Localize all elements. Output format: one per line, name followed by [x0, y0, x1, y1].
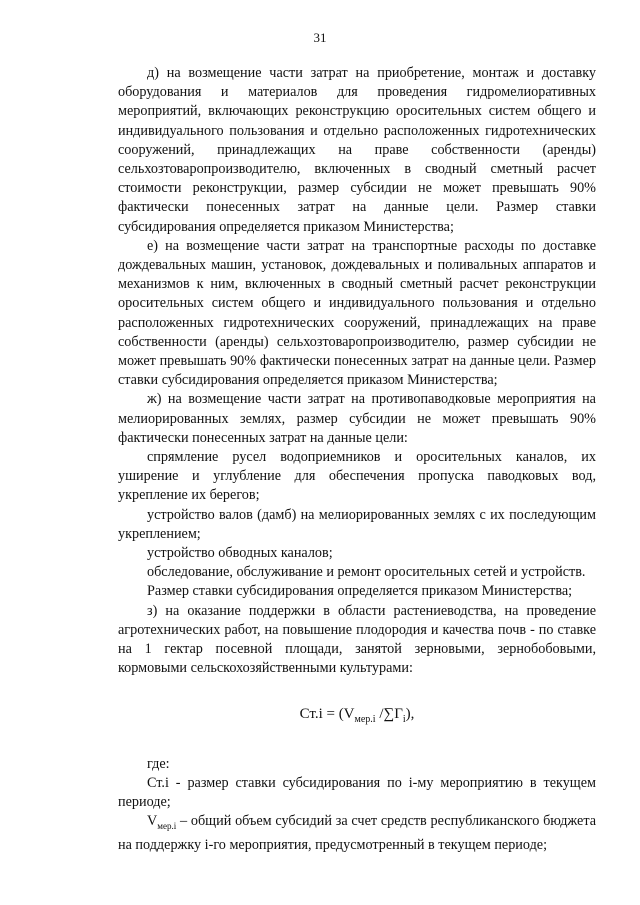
list-item: обследование, обслуживание и ремонт оросительных сетей и устройств.	[147, 564, 586, 581]
list-item: устройство обводных каналов;	[147, 545, 333, 562]
definition-item	[118, 774, 596, 812]
list-item: спрямление русел водоприемников и оросительных каналов, их уширение и углубление для обеспечения пропуска паводковых вод, укрепление их берегов;	[118, 449, 596, 504]
paragraph-rate: Размер ставки субсидирования определяется приказом Министерства;	[147, 583, 573, 600]
definition-term: Ст.i	[147, 774, 169, 791]
formula-lhs: Ст.i = (V	[299, 705, 355, 722]
document-body	[118, 64, 596, 855]
definition-text: - размер ставки субсидирования по i-му мероприятию в текущем периоде;	[118, 774, 596, 810]
paragraph-e: е) на возмещение части затрат на транспортные расходы по доставке дождевальных машин, установок, дождевальных и поливальных аппаратов и механизмов к ним, включенных в сводный сметный расчет реконструкции оросительных систем общего и индивидуального пользования и отдельно расположенных гидротехнических сооружений, принадлежащих на праве собственности (аренды) сельхозтоваропроизводителю, размер субсидии не может превышать 90% фактически понесенных затрат на данные цели. Размер ставки субсидирования определяется приказом Министерства;	[118, 237, 596, 389]
paragraph-d: д) на возмещение части затрат на приобретение, монтаж и доставку оборудования и материалов для проведения гидромелиоративных мероприятий, включающих реконструкцию оросительных систем общего и индивидуального пользования и отдельно расположенных гидротехнических сооружений, принадлежащих на праве собственности (аренды) сельхозтоваропроизводителю, включенных в сводный сметный расчет стоимости реконструкции, размер субсидии не может превышать 90% фактически понесенных затрат на данные цели. Размер ставки субсидирования определяется приказом Министерства;	[118, 65, 596, 235]
formula-sub-mer: мер.i	[354, 713, 376, 725]
formula-sub-i: i	[402, 713, 406, 725]
definition-item	[118, 812, 596, 855]
definitions-intro: где:	[147, 755, 170, 772]
paragraph-z: з) на оказание поддержки в области растениеводства, на проведение агротехнических работ, на повышение плодородия и качества почв - по ставке на 1 гектар посевной площади, занятой зерновыми, зернобобовыми, кормовыми сельскохозяйственными культурами:	[118, 602, 596, 677]
definition-text: – общий объем субсидий за счет средств республиканского бюджета на поддержку i-го мероприятия, предусмотренный в текущем периоде;	[118, 813, 596, 854]
formula	[118, 705, 596, 729]
definition-term: V	[147, 813, 158, 830]
list-item: устройство валов (дамб) на мелиорированных землях с их последующим укреплением;	[118, 506, 596, 542]
formula-end: ),	[405, 705, 415, 722]
paragraph-zh: ж) на возмещение части затрат на противопаводковые мероприятия на мелиорированных землях, размер субсидии не может превышать 90% фактически понесенных затрат на данные цели:	[118, 391, 596, 446]
page-number: 31	[313, 30, 327, 45]
definition-term-sub: мер.i	[157, 820, 177, 831]
formula-sum: /∑Г	[375, 705, 403, 722]
